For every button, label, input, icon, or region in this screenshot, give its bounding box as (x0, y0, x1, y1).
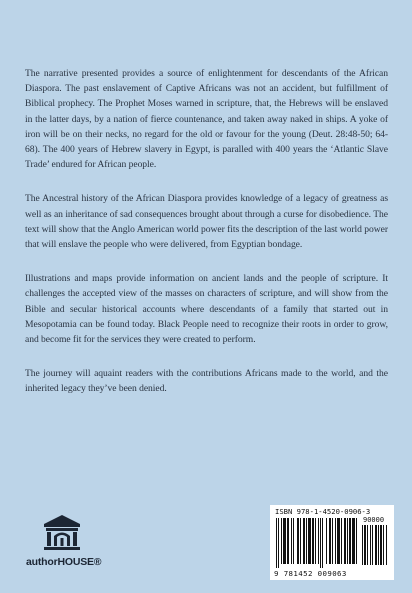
addon-bars (362, 525, 390, 569)
isbn-barcode (270, 505, 394, 580)
price-addon-number: 90000 (363, 516, 385, 524)
blurb-paragraph-1: The narrative presented provides a source of enlightenment for descendants of the African Diaspora. The past enslavement of Captive Africans was not an accident, but fulfillment of Biblical prophecy. The Prophet Moses warned in scripture, that, the Hebrews will be enslaved in the latter days, by a nation of fierce countenance, and taken away naked in ships. A yoke of iron will be on their necks, no regard for the old or favour for the young (Deut. 28:48-50; 64-68). The 400 years of Hebrew slavery in Egypt, is paralled with 400 years the ‘Atlantic Slave Trade’ endured for African people. (25, 68, 388, 171)
ean-number: 9 781452 009063 (274, 569, 347, 578)
blurb (25, 66, 388, 416)
isbn-text: ISBN 978-1-4520-0906-3 (275, 507, 371, 516)
ean-bars (276, 518, 358, 570)
publisher-emblem-icon (40, 514, 84, 552)
publisher-name: authorHOUSE® (26, 556, 102, 568)
publisher-logo (26, 512, 116, 572)
blurb-paragraph-4: The journey will aquaint readers with the contributions Africans made to the world, and the inherited legacy they’ve been denied. (25, 368, 388, 395)
blurb-paragraph-2: The Ancestral history of the African Diaspora provides knowledge of a legacy of greatness as well as an inheritance of sad consequences brought about through a curse for disobedience. The text will show that the Anglo American world power fits the description of the last world power that will enslave the people who were delivered, from Egyptian bondage. (25, 193, 388, 251)
blurb-paragraph-3: Illustrations and maps provide information on ancient lands and the people of scripture. It challenges the accepted view of the masses on characters of scripture, and will show from the Bible and secular historical accounts where descendants of a family that started out in Mesopotamia can be found today. Black People need to recognize their roots in order to grow, and become fit for the services they were created to perform. (25, 273, 388, 346)
